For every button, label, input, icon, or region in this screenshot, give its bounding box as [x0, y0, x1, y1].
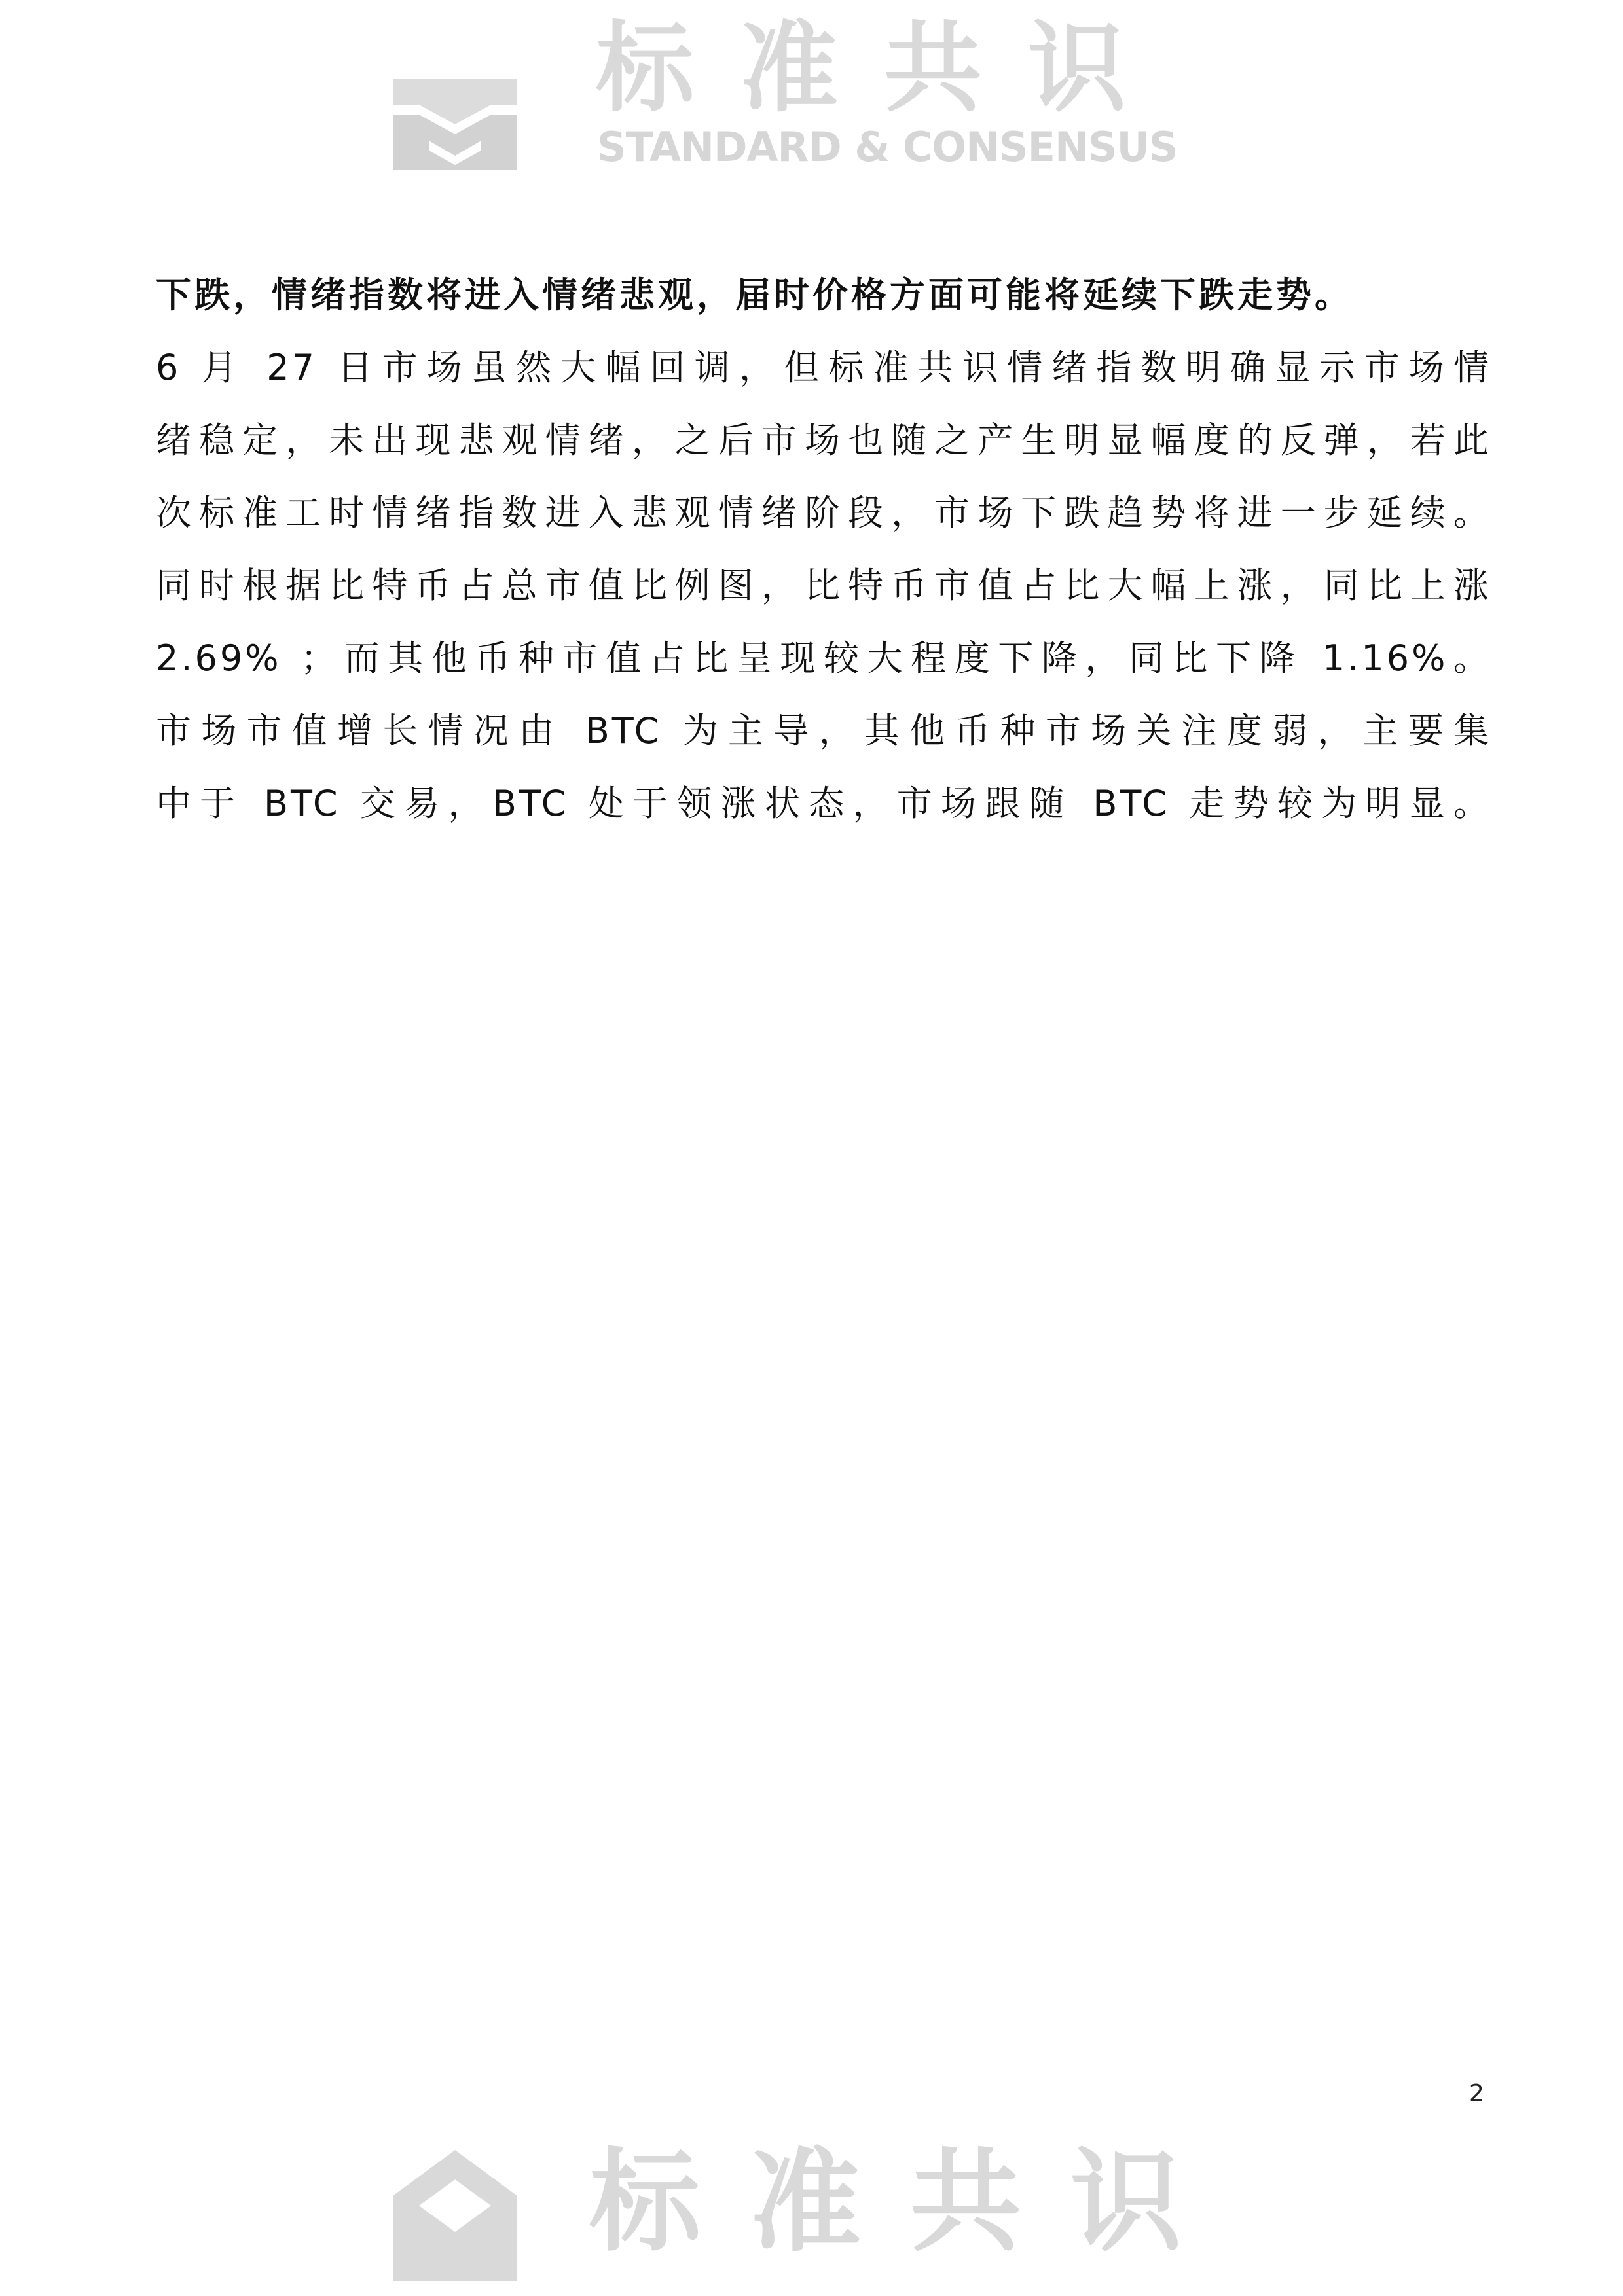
paragraph-line-4: 次标准工时情绪指数进入悲观情绪阶段，市场下跌趋势将进一步延续。: [156, 492, 1491, 533]
paragraph-line-8: 中于 BTC 交易，BTC 处于领涨状态，市场跟随 BTC 走势较为明显。: [156, 783, 1491, 824]
paragraph-line-1: 下跌，情绪指数将进入情绪悲观，届时价格方面可能将延续下跌走势。: [156, 274, 1353, 315]
logo-chinese-wordmark: 标准共识: [596, 12, 1173, 126]
paragraph-line-3: 绪稳定，未出现悲观情绪，之后市场也随之产生明显幅度的反弹，若此: [156, 420, 1491, 461]
footer-logo-mark-icon: [393, 2150, 517, 2281]
footer-logo: [393, 2104, 1231, 2296]
paragraph-line-5: 同时根据比特币占总市值比例图，比特币市值占比大幅上涨，同比上涨: [156, 565, 1491, 606]
header-logo: [393, 12, 1205, 177]
logo-mark-icon: [393, 79, 517, 170]
logo-english-wordmark: STANDARD & CONSENSUS: [597, 123, 1178, 171]
page-number: 2: [1469, 2080, 1484, 2107]
body-text: [156, 259, 1491, 840]
footer-chinese-wordmark: 标准共识: [589, 2138, 1231, 2267]
paragraph-line-2: 6 月 27 日市场虽然大幅回调，但标准共识情绪指数明确显示市场情: [156, 347, 1491, 388]
paragraph-line-6: 2.69% ；而其他币种市值占比呈现较大程度下降，同比下降 1.16%。: [156, 637, 1491, 679]
paragraph-line-7: 市场市值增长情况由 BTC 为主导，其他币种市场关注度弱，主要集: [156, 710, 1491, 751]
